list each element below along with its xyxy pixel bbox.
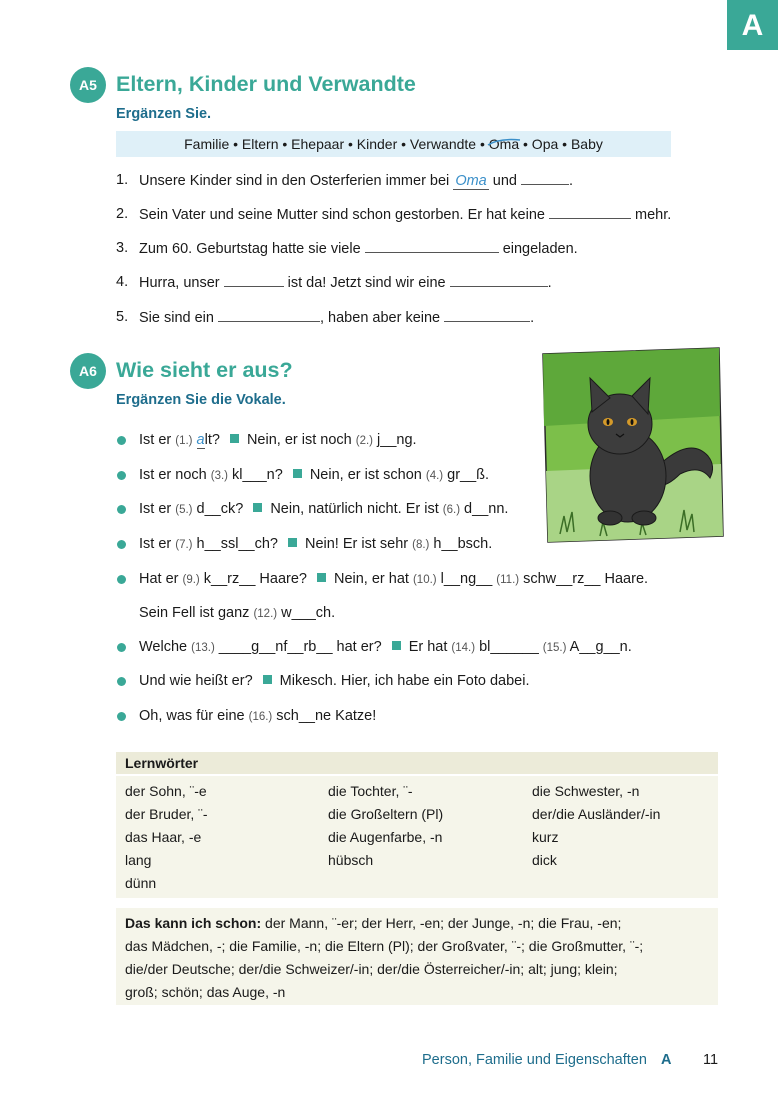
gap-number: (16.) bbox=[248, 711, 273, 723]
exercise-badge-a6: A6 bbox=[70, 353, 106, 389]
bullet-dot bbox=[117, 505, 126, 514]
question-text: Ist er bbox=[139, 432, 176, 448]
footer-section-letter: A bbox=[661, 1052, 672, 1068]
question-text: Welche bbox=[139, 639, 192, 655]
a5-item-4 bbox=[139, 274, 552, 291]
gap-number: (5.) bbox=[175, 504, 193, 516]
answer-blank[interactable] bbox=[365, 240, 499, 253]
gap-number: (1.) bbox=[175, 435, 193, 447]
gap-word[interactable]: j__ng. bbox=[373, 432, 417, 448]
cat-illustration bbox=[540, 346, 724, 544]
answer-square-bullet bbox=[263, 675, 272, 684]
gap-number: (3.) bbox=[210, 470, 228, 482]
vocab-word: hübsch bbox=[328, 852, 374, 868]
answer-text: Nein! Er ist sehr bbox=[304, 536, 413, 552]
exercise-title-a6: Wie sieht er aus? bbox=[116, 358, 293, 382]
vocab-word: die Schwester, -n bbox=[532, 783, 640, 799]
item-text: Sein Vater und seine Mutter sind schon gestorben. Er hat keine bbox=[139, 207, 550, 223]
gap-number: (2.) bbox=[355, 435, 374, 447]
gap-word[interactable]: l__ng__ bbox=[436, 571, 497, 587]
item-text: ist da! Jetzt sind wir eine bbox=[283, 275, 450, 291]
vocab-word: der Bruder, ¨- bbox=[125, 806, 208, 822]
vocab-word: der/die Ausländer/-in bbox=[532, 806, 661, 822]
gap-word: lt? bbox=[204, 432, 220, 448]
item-text: mehr. bbox=[631, 207, 672, 223]
answer-square-bullet bbox=[288, 538, 297, 547]
gap-number: (13.) bbox=[191, 642, 215, 654]
instruction-a5: Ergänzen Sie. bbox=[116, 106, 212, 122]
a6-line-3 bbox=[139, 501, 508, 517]
question-text: Oh, was für eine bbox=[139, 708, 249, 724]
gap-word[interactable]: d__nn. bbox=[460, 501, 509, 517]
answer-blank[interactable] bbox=[521, 172, 569, 185]
a6-line-8 bbox=[139, 673, 530, 689]
review-line-3: die/der Deutsche; der/die Schweizer/-in; der/die Österreicher/-in; alt; jung; klein; bbox=[125, 961, 618, 977]
gap-number: (15.) bbox=[542, 642, 567, 654]
vocab-word: die Großeltern (Pl) bbox=[328, 806, 444, 822]
answer-square-bullet bbox=[317, 573, 326, 582]
item-text: . bbox=[530, 310, 535, 326]
answer-blank[interactable] bbox=[549, 206, 631, 219]
answer-text: Nein, natürlich nicht. Er ist bbox=[270, 501, 443, 517]
footer-chapter-title: Person, Familie und Eigenschaften bbox=[422, 1052, 647, 1068]
answer-square-bullet bbox=[253, 503, 262, 512]
word-space bbox=[193, 432, 197, 448]
answer-text: Er hat bbox=[408, 639, 452, 655]
gap-word[interactable]: sch__ne Katze! bbox=[272, 708, 377, 724]
a6-line-9 bbox=[139, 708, 376, 724]
question-text: Und wie heißt er? bbox=[139, 673, 253, 689]
answer-text: Nein, er hat bbox=[333, 571, 413, 587]
answer-blank[interactable] bbox=[224, 274, 284, 287]
exercise-badge-a5: A5 bbox=[70, 67, 106, 103]
vocab-word: lang bbox=[125, 852, 152, 868]
bullet-dot bbox=[117, 436, 126, 445]
item-text: und bbox=[488, 173, 521, 189]
a6-line-6 bbox=[139, 605, 335, 621]
answer-text: Nein, er ist noch bbox=[246, 432, 356, 448]
item-number: 3. bbox=[116, 240, 129, 256]
word-box bbox=[116, 131, 671, 157]
vocab-word: dick bbox=[532, 852, 557, 868]
gap-number: (9.) bbox=[182, 574, 200, 586]
vocabulary-box-heading bbox=[116, 752, 718, 774]
answer-blank[interactable] bbox=[450, 274, 548, 287]
answer-square-bullet bbox=[392, 641, 401, 650]
question-text: Hat er bbox=[139, 571, 183, 587]
item-text: Hurra, unser bbox=[139, 275, 224, 291]
item-number: 1. bbox=[116, 172, 129, 188]
a6-line-7 bbox=[139, 639, 632, 655]
review-box bbox=[116, 908, 718, 1005]
review-text: der Mann, ¨-er; der Herr, -en; der Junge, -n; die Frau, -en; bbox=[261, 915, 622, 931]
item-number: 5. bbox=[116, 309, 129, 325]
answer-square-bullet bbox=[293, 469, 302, 478]
gap-number: (12.) bbox=[253, 608, 278, 620]
answer-text: Nein, er ist schon bbox=[309, 467, 426, 483]
gap-word[interactable]: kl___n? bbox=[227, 467, 283, 483]
vocabulary-heading-text: Lernwörter bbox=[125, 755, 199, 771]
gap-number: (10.) bbox=[412, 574, 437, 586]
item-text: , haben aber keine bbox=[320, 310, 445, 326]
question-text: Ist er noch bbox=[139, 467, 211, 483]
vocab-word: der Sohn, ¨-e bbox=[125, 783, 207, 799]
word-box-struck-word bbox=[489, 131, 519, 157]
bullet-dot bbox=[117, 712, 126, 721]
gap-word[interactable]: schw__rz__ Haare. bbox=[519, 571, 649, 587]
vocab-word: kurz bbox=[532, 829, 559, 845]
item-text: Unsere Kinder sind in den Osterferien immer bei bbox=[139, 173, 454, 189]
vocab-word: die Augenfarbe, -n bbox=[328, 829, 443, 845]
gap-word[interactable]: w___ch. bbox=[277, 605, 336, 621]
vocab-word: die Tochter, ¨- bbox=[328, 783, 413, 799]
vocab-word: das Haar, -e bbox=[125, 829, 202, 845]
gap-number: (8.) bbox=[412, 539, 430, 551]
review-label: Das kann ich schon: bbox=[125, 915, 262, 931]
a5-item-2 bbox=[139, 206, 671, 223]
bullet-dot bbox=[117, 471, 126, 480]
bullet-dot bbox=[117, 677, 126, 686]
section-letter-tab: A bbox=[727, 0, 778, 50]
instruction-a6: Ergänzen Sie die Vokale. bbox=[116, 392, 286, 408]
a5-item-3 bbox=[139, 240, 578, 257]
vocab-word: dünn bbox=[125, 875, 157, 891]
item-text: Zum 60. Geburtstag hatte sie viele bbox=[139, 241, 365, 257]
gap-word[interactable]: k__rz__ Haare? bbox=[199, 571, 307, 587]
answer-text: Mikesch. Hier, ich habe ein Foto dabei. bbox=[279, 673, 530, 689]
struck-word-text: Oma bbox=[488, 136, 520, 152]
review-line-2: das Mädchen, -; die Familie, -n; die Eltern (Pl); der Großvater, ¨-; die Großmutter, ¨-; bbox=[125, 938, 644, 954]
strikethrough-mark bbox=[487, 136, 521, 148]
bullet-dot bbox=[117, 540, 126, 549]
a5-item-5 bbox=[139, 309, 534, 326]
item-text: . bbox=[568, 173, 574, 189]
page-number: 11 bbox=[703, 1052, 719, 1068]
gap-word[interactable]: ____g__nf__rb__ hat er? bbox=[214, 639, 382, 655]
word-box-words: Familie • Eltern • Ehepaar • Kinder • Verwandte • bbox=[184, 136, 489, 152]
gap-number: (11.) bbox=[496, 574, 520, 586]
item-text: eingeladen. bbox=[498, 241, 578, 257]
answer-blank[interactable] bbox=[444, 309, 530, 322]
item-text: Sie sind ein bbox=[139, 310, 218, 326]
item-number: 2. bbox=[116, 206, 129, 222]
gap-word[interactable]: h__ssl__ch? bbox=[192, 536, 278, 552]
bullet-dot bbox=[117, 575, 126, 584]
word-box-words-end: • Opa • Baby bbox=[519, 136, 603, 152]
review-line-4: groß; schön; das Auge, -n bbox=[125, 984, 286, 1000]
bullet-dot bbox=[117, 643, 126, 652]
handwritten-answer: Oma bbox=[455, 173, 487, 189]
a6-line-2 bbox=[139, 467, 489, 483]
review-line-1 bbox=[125, 915, 621, 931]
answer-blank[interactable] bbox=[218, 309, 320, 322]
gap-number: (14.) bbox=[451, 642, 476, 654]
item-number: 4. bbox=[116, 274, 129, 290]
a5-item-1 bbox=[139, 172, 573, 189]
gap-word[interactable]: d__ck? bbox=[192, 501, 244, 517]
gap-word[interactable]: A__g__n. bbox=[566, 639, 632, 655]
gap-word[interactable]: gr__ß. bbox=[443, 467, 490, 483]
a6-line-1 bbox=[139, 432, 417, 448]
question-text: Ist er bbox=[139, 501, 176, 517]
gap-word[interactable]: bl______ bbox=[475, 639, 543, 655]
answer-square-bullet bbox=[230, 434, 239, 443]
handwritten-vowel: a bbox=[196, 432, 205, 448]
gap-number: (4.) bbox=[425, 470, 444, 482]
vocabulary-box bbox=[116, 776, 718, 898]
gap-number: (6.) bbox=[442, 504, 461, 516]
item-text: . bbox=[547, 275, 552, 291]
question-text: Sein Fell ist ganz bbox=[139, 605, 254, 621]
gap-number: (7.) bbox=[175, 539, 193, 551]
exercise-title-a5: Eltern, Kinder und Verwandte bbox=[116, 72, 416, 96]
gap-word[interactable]: h__bsch. bbox=[429, 536, 493, 552]
question-text: Ist er bbox=[139, 536, 176, 552]
a6-line-5 bbox=[139, 571, 648, 587]
a6-line-4 bbox=[139, 536, 492, 552]
